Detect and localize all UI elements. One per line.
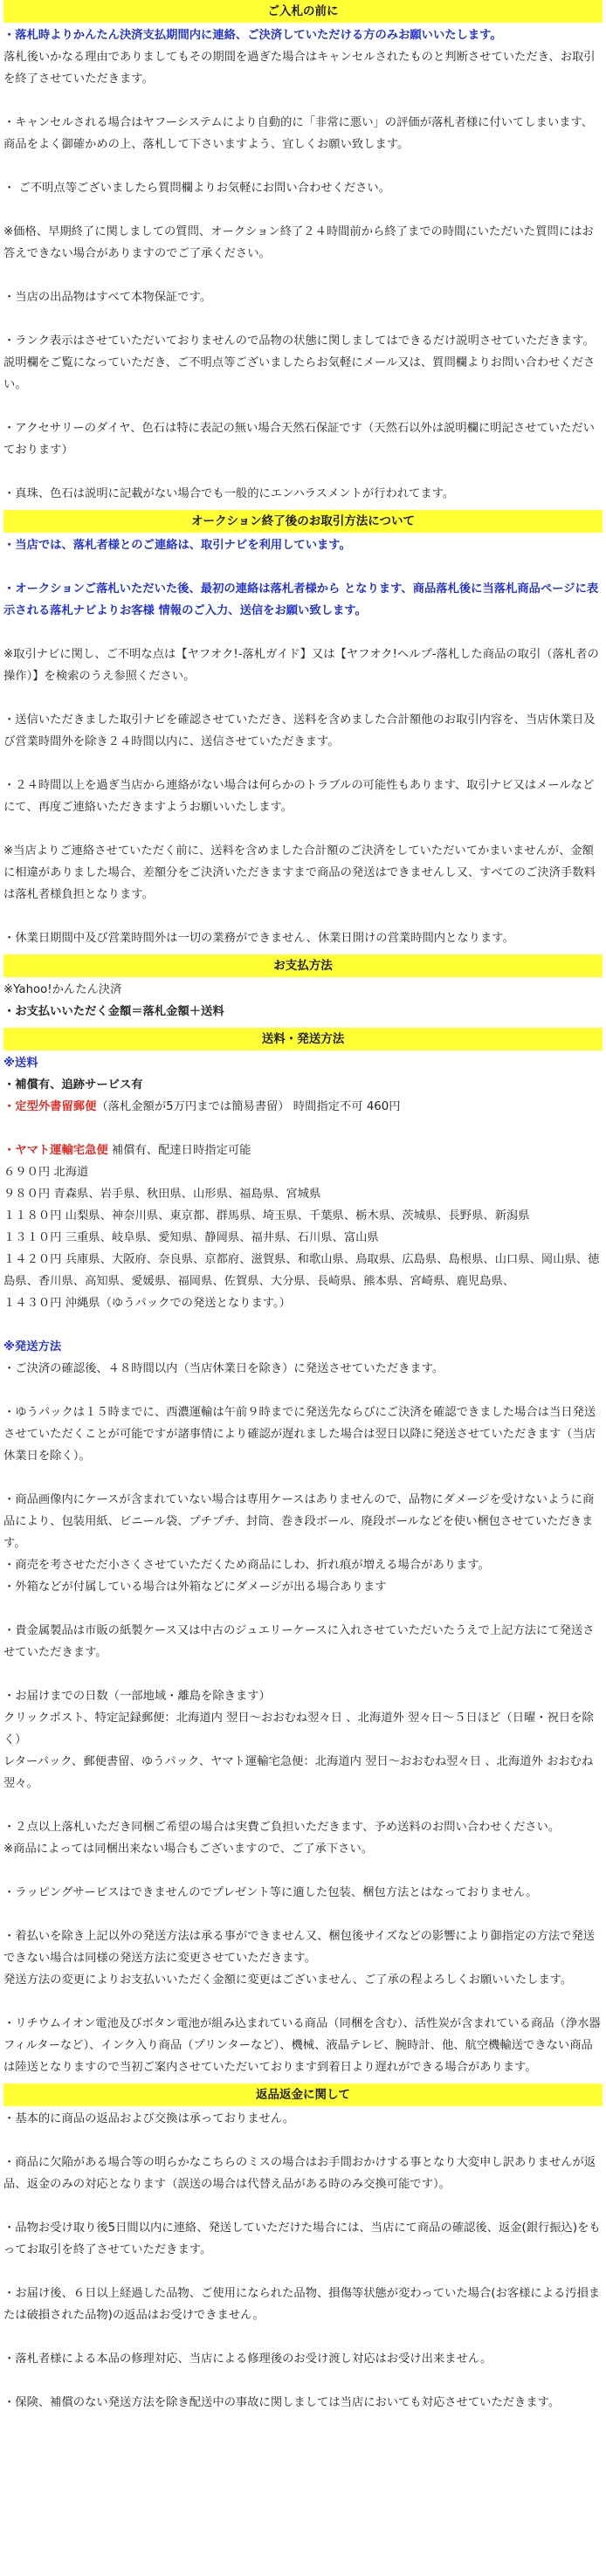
shipping-method-detail: 補償有、配達日時指定可能 — [107, 1144, 251, 1157]
spacer — [3, 1663, 603, 1685]
spacer — [3, 90, 603, 112]
spacer — [3, 556, 603, 578]
notice-text: 発送方法の変更によりお支払いいただく金額に変更はございません、ご了承の程よろしくお願いいたします。 — [3, 1973, 573, 1987]
notice-text: １１８０円 山梨県、神奈川県、東京都、群馬県、埼玉県、千葉県、栃木県、茨城県、長野県、新潟県 — [3, 1209, 530, 1223]
notice-emphasis-text: ※発送方法 — [3, 1340, 62, 1353]
notice-text: ・休業日期間中及び営業時間外は一切の業務ができません、休業日開けの営業時間内となります。 — [3, 932, 514, 945]
notice-text: ・基本的に商品の返品および交換は承っておりません。 — [3, 2112, 295, 2125]
spacer — [3, 687, 603, 709]
notice-text: ・ ご不明点等ございましたら質問欄よりお気軽にお問い合わせください。 — [3, 182, 391, 195]
spacer — [3, 2261, 603, 2283]
notice-text: ※商品によっては同梱出来ない場合もございますので、ご了承下さい。 — [3, 1842, 374, 1856]
terms-section — [3, 0, 603, 510]
notice-text: ６９０円 北海道 — [3, 1166, 89, 1179]
listing-terms-page — [3, 0, 603, 2419]
notice-text: ・商品に欠陥がある場合等の明らかなこちらのミスの場合はお手間おかけする事となり大変申し訳ありませんが返品、返金のみの対応となります（誤送の場合は代替え品がある時のみ交換可能です）。 — [3, 2156, 596, 2191]
notice-text: ※取引ナビに関し、ご不明な点は【ヤフオク!-落札ガイド】又は【ヤフオク!ヘルプ-落札した商品の取引（落札者の操作）】を検索のうえ参照ください。 — [3, 648, 599, 683]
spacer — [3, 1314, 603, 1336]
spacer — [3, 753, 603, 775]
notice-text: ・アクセサリーのダイヤ、色石は特に表記の無い場合天然石保証です（天然石以外は説明欄に明記させていただいております） — [3, 422, 595, 457]
notice-text: ・お支払いいただく金額＝落札金額＋送料 — [3, 1005, 224, 1018]
notice-text: ・ラッピングサービスはできませんのでプレゼント等に適した包装、梱包方法とはなっておりません。 — [3, 1886, 538, 1899]
notice-text: レターパック、郵便書留、ゆうパック、ヤマト運輸宅急便：北海道内 翌日～おおむね翌々日 、北海道外 おおむね翌々。 — [3, 1755, 594, 1790]
spacer — [3, 1794, 603, 1816]
spacer — [3, 2370, 603, 2392]
spacer — [3, 1467, 603, 1489]
spacer — [3, 1991, 603, 2013]
notice-text: ・ランク表示はさせていただいておりませんので品物の状態に関しましてはできるだけ説明させていただきます。説明欄をご覧になっていただき、ご不明点等ございましたらお気軽にメール又は、質問欄よりお問い合わせください。 — [3, 334, 596, 391]
notice-text: ※当店よりご連絡させていただく前に、送料を含めました合計額のご決済をしていただいてかまいませんが、金額に相違がありました場合、差額分をご決済いただきますまで商品の発送はできませんし又、すべてのご決済手数料は落札者様負担となります。 — [3, 844, 596, 901]
notice-text: ・リチウムイオン電池及びボタン電池が組み込まれている商品（同梱を含む）、活性炭が含まれている商品（浄水器フィルターなど）、インク入り商品（プリンターなど）、機械、液晶テレビ、腕時計、他、航空機輸送できない商品は陸送となりますので当初ご案内させていただいております到着日より遅れができる場合があります。 — [3, 2017, 601, 2074]
notice-text: ・落札者様による本品の修理対応、当店による修理後のお受け渡し対応はお受け出来ません。 — [3, 2352, 492, 2366]
notice-text: １４２０円 兵庫県、大阪府、奈良県、京都府、滋賀県、和歌山県、鳥取県、広島県、島根県、山口県、岡山県、徳島県、香川県、高知県、愛媛県、福岡県、佐賀県、大分県、長崎県、熊本県、宮崎県、鹿児島県、 — [3, 1253, 600, 1288]
notice-text: ・お届け後、６日以上経過した品物、ご使用になられた品物、損傷等状態が変わっていた場合(お客様による汚損または破損された品物)の返品はお受けできません。 — [3, 2287, 601, 2322]
shipping-method-line — [3, 1140, 603, 1161]
notice-text: ・外箱などが付属している場合は外箱などにダメージが出る場合あります — [3, 1581, 387, 1594]
spacer — [3, 199, 603, 221]
spacer — [3, 396, 603, 417]
section-header: オークション終了後のお取引方法について — [3, 510, 603, 533]
spacer — [3, 1118, 603, 1140]
spacer — [3, 265, 603, 286]
notice-emphasis-text: ・当店では、落札者様とのご連絡は、取引ナビを利用しています。 — [3, 539, 351, 552]
section-header: お支払方法 — [3, 954, 603, 977]
spacer — [3, 906, 603, 927]
spacer — [3, 461, 603, 483]
notice-text: ・保険、補償のない発送方法を除き配送中の事故に関しましては当店においても対応させていただきます。 — [3, 2396, 561, 2409]
notice-text: １３１０円 三重県、岐阜県、愛知県、静岡県、福井県、石川県、富山県 — [3, 1231, 379, 1244]
notice-text: ・送信いただきました取引ナビを確認させていただき、送料を含めました合計額他のお取引内容を、当店休業日及び営業時間外を除き２４時間以内に、送信させていただきます。 — [3, 713, 596, 748]
notice-emphasis-text: ・オークションご落札いただいた後、最初の連絡は落札者様から となります、商品落札後に当落札商品ページに表示される落札ナビよりお客様 情報のご入力、送信をお願い致します。 — [3, 582, 599, 617]
notice-text: ９８０円 青森県、岩手県、秋田県、山形県、福島県、宮城県 — [3, 1188, 321, 1201]
spacer — [3, 1380, 603, 1402]
spacer — [3, 2326, 603, 2348]
terms-section — [3, 1028, 603, 2084]
notice-text: ・お届けまでの日数（一部地域・離島を除きます） — [3, 1690, 271, 1703]
notice-text: ・真珠、色石は説明に記載がない場合でも一般的にエンハラスメントが行われてます。 — [3, 487, 455, 500]
spacer — [3, 2195, 603, 2217]
notice-text: 落札後いかなる理由でありましてもその期間を過ぎた場合はキャンセルされたものと判断させていただき、お取引を終了させていただきます。 — [3, 51, 596, 86]
terms-section — [3, 954, 603, 1028]
section-header: 送料・発送方法 — [3, 1028, 603, 1050]
shipping-method-name: ・ヤマト運輸宅急便 — [3, 1144, 108, 1157]
section-header: 返品返金に関して — [3, 2084, 603, 2106]
section-header: ご入札の前に — [3, 0, 603, 23]
notice-text: ・ゆうパックは１５時までに、西濃運輸は午前９時までに発送先ならびにご決済を確認できました場合は当日発送させていただくことが可能ですが諸事情により確認が遅れました場合は翌日以降に発送させていただきます（当店休業日を除く）。 — [3, 1406, 596, 1463]
spacer — [3, 1598, 603, 1620]
notice-text: ※価格、早期終了に関しましての質問、オークション終了２４時間前から終了までの時間にいただいた質問にはお答えできない場合がありますのでご了承ください。 — [3, 225, 594, 260]
spacer — [3, 2130, 603, 2152]
shipping-method-line — [3, 1096, 603, 1118]
spacer — [3, 308, 603, 330]
spacer — [3, 155, 603, 177]
terms-section — [3, 2084, 603, 2419]
notice-text: ・ご決済の確認後、４８時間以内（当店休業日を除き）に発送させていただきます。 — [3, 1362, 444, 1375]
notice-text: ・商売を考させただ小さくさせていただくため商品にしわ、折れ痕が増える場合があります。 — [3, 1559, 490, 1572]
notice-text: ・当店の出品物はすべて本物保証です。 — [3, 291, 212, 304]
shipping-method-name: ・定型外書留郵便 — [3, 1100, 97, 1113]
spacer — [3, 622, 603, 644]
spacer — [3, 1860, 603, 1882]
notice-emphasis-text: ・落札時よりかんたん決済支払期間内に連絡、ご決済していただける方のみお願いいたします。 — [3, 29, 502, 42]
notice-text: ・貴金属製品は市販の紙製ケース又は中古のジュエリーケースに入れさせていただいたうえで上記方法にて発送させていただきます。 — [3, 1624, 595, 1659]
spacer — [3, 1904, 603, 1925]
shipping-method-detail: （落札金額が5万円までは簡易書留） 時間指定不可 460円 — [96, 1100, 401, 1113]
terms-section — [3, 510, 603, 954]
notice-emphasis-text: ※送料 — [3, 1057, 38, 1070]
notice-text: ・品物お受け取り後5日間以内に連絡、発送していただけた場合には、当店にて商品の確認後、返金(銀行振込)をもってお取引を終了させていただきます。 — [3, 2221, 601, 2256]
notice-text: ・キャンセルされる場合はヤフーシステムにより自動的に「非常に悪い」の評価が落札者様に付いてしまいます、商品をよく御確かめの上、落札して下さいますよう、宜しくお願い致します。 — [3, 116, 594, 151]
notice-text: ・補償有、追跡サービス有 — [3, 1078, 143, 1092]
notice-text: ・着払いを除き上記以外の発送方法は承る事ができません又、梱包後サイズなどの影響により御指定の方法で発送できない場合は同様の発送方法に変更させていただきます。 — [3, 1930, 596, 1965]
notice-text: ・商品画像内にケースが含まれていない場合は専用ケースはありませんので、品物にダメージを受けないように商品により、包装用紙、ビニール袋、プチプチ、封筒、巻き段ボール、廃段ボールなどを使い梱包させていただきます。 — [3, 1493, 595, 1550]
notice-text: クリックポスト、特定記録郵便：北海道内 翌日～おおむね翌々日 、北海道外 翌々日～５日ほど（日曜・祝日を除く） — [3, 1712, 594, 1746]
notice-text: ※Yahoo!かんたん決済 — [3, 983, 122, 996]
notice-text: ・２点以上落札いただき同梱ご希望の場合は実費ご負担いただきます、予め送料のお問い合わせください。 — [3, 1821, 561, 1834]
section-gap — [3, 2414, 603, 2419]
notice-text: １４３０円 沖縄県（ゆうパックでの発送となります。） — [3, 1297, 291, 1310]
spacer — [3, 818, 603, 840]
notice-text: ・２４時間以上を過ぎ当店から連絡がない場合は何らかのトラブルの可能性もあります、取引ナビ又はメールなどにて、再度ご連絡いただきますようお願いいたします。 — [3, 779, 595, 814]
